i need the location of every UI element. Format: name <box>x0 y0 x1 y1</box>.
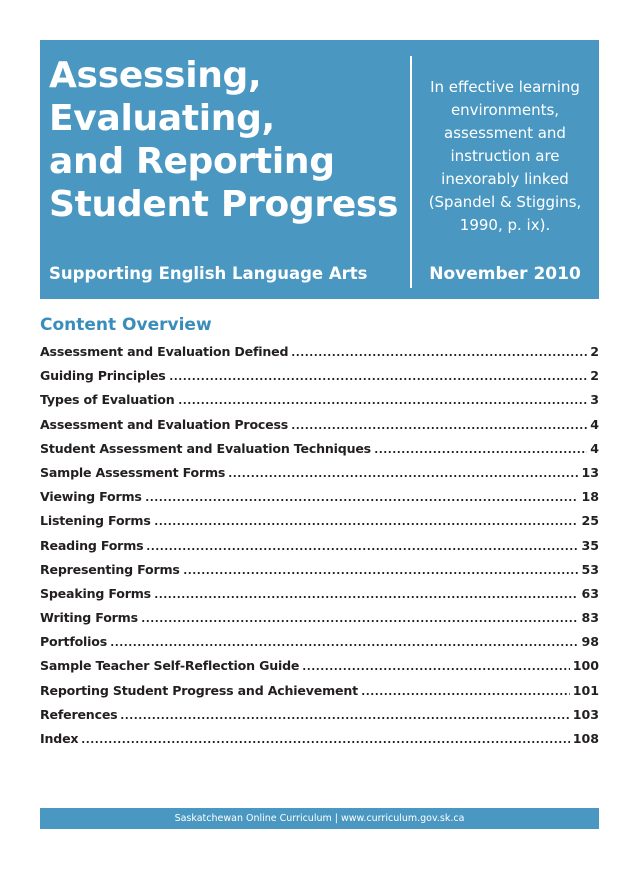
toc-entry-page: 25 <box>581 513 599 529</box>
toc-entry-label: Viewing Forms <box>40 489 142 505</box>
toc-dot-leader <box>141 620 579 622</box>
toc-dot-leader <box>361 693 570 695</box>
toc-dot-leader <box>302 668 569 670</box>
toc-dot-leader <box>110 644 578 646</box>
toc-entry <box>40 392 599 416</box>
toc-entry-label: Portfolios <box>40 634 108 650</box>
toc-entry-page: 18 <box>581 489 599 505</box>
toc-entry-label: Guiding Principles <box>40 368 166 384</box>
toc-dot-leader <box>81 741 569 743</box>
toc-dot-leader <box>228 475 578 477</box>
toc-entry <box>40 586 599 610</box>
toc-entry-page: 2 <box>590 368 599 384</box>
content-overview-heading: Content Overview <box>40 315 212 335</box>
toc-entry <box>40 441 599 465</box>
toc-entry <box>40 683 599 707</box>
toc-entry-page: 108 <box>572 731 599 746</box>
toc-dot-leader <box>146 548 578 550</box>
toc-entry-label: Assessment and Evaluation Process <box>40 416 289 432</box>
toc-entry-label: Writing Forms <box>40 610 138 626</box>
toc-entry-page: 2 <box>590 344 599 359</box>
toc-entry <box>40 610 599 634</box>
toc-entry <box>40 513 599 537</box>
toc-entry <box>40 538 599 562</box>
toc-entry-page: 13 <box>581 464 599 480</box>
title-line: Evaluating, <box>49 98 275 139</box>
toc-entry-page: 101 <box>572 682 599 698</box>
toc-entry-label: Listening Forms <box>40 513 151 529</box>
publication-date: November 2010 <box>429 264 581 284</box>
toc-entry <box>40 634 599 658</box>
toc-entry-label: Sample Assessment Forms <box>40 464 226 480</box>
toc-entry <box>40 417 599 441</box>
toc-entry <box>40 658 599 682</box>
toc-entry-page: 3 <box>590 392 599 408</box>
toc-entry <box>40 344 599 368</box>
toc-dot-leader <box>178 402 588 404</box>
toc-dot-leader <box>169 378 588 380</box>
document-title <box>49 54 404 226</box>
toc-entry <box>40 368 599 392</box>
toc-entry-page: 35 <box>581 537 599 553</box>
toc-dot-leader <box>145 499 579 501</box>
toc-entry <box>40 489 599 513</box>
toc-entry-page: 4 <box>590 416 599 432</box>
toc-entry-page: 63 <box>581 585 599 601</box>
toc-entry-label: Speaking Forms <box>40 585 151 601</box>
toc-dot-leader <box>374 451 587 453</box>
toc-entry <box>40 707 599 731</box>
banner-divider <box>410 56 412 288</box>
toc-entry <box>40 465 599 489</box>
title-banner <box>40 40 599 299</box>
toc-entry-label: Reading Forms <box>40 537 144 553</box>
toc-entry-page: 83 <box>581 610 599 626</box>
toc-entry-page: 53 <box>581 561 599 577</box>
footer-bar: Saskatchewan Online Curriculum | www.curriculum.gov.sk.ca <box>40 808 599 829</box>
title-line: and Reporting <box>49 141 335 182</box>
toc-entry-page: 4 <box>590 440 599 456</box>
table-of-contents <box>40 344 599 755</box>
toc-entry-label: Assessment and Evaluation Defined <box>40 344 289 359</box>
toc-entry-page: 103 <box>572 706 599 722</box>
toc-dot-leader <box>154 596 579 598</box>
toc-entry-label: Sample Teacher Self-Reflection Guide <box>40 658 300 674</box>
toc-entry-label: References <box>40 706 118 722</box>
title-line: Student Progress <box>49 184 399 225</box>
toc-entry <box>40 562 599 586</box>
toc-entry <box>40 731 599 755</box>
toc-dot-leader <box>291 427 587 429</box>
toc-entry-page: 98 <box>581 634 599 650</box>
banner-quote: In effective learning environments, assessment and instruction are inexorably linked (Spandel & Stiggins, 1990, p. ix). <box>428 78 582 234</box>
toc-entry-label: Reporting Student Progress and Achievement <box>40 682 358 698</box>
toc-entry-page: 100 <box>572 658 599 674</box>
toc-dot-leader <box>291 354 587 356</box>
toc-dot-leader <box>120 717 569 719</box>
title-line: Assessing, <box>49 55 262 96</box>
toc-dot-leader <box>154 523 579 525</box>
document-subtitle: Supporting English Language Arts <box>49 264 368 283</box>
toc-entry-label: Representing Forms <box>40 561 180 577</box>
toc-dot-leader <box>183 572 579 574</box>
toc-entry-label: Index <box>40 731 79 746</box>
toc-entry-label: Types of Evaluation <box>40 392 175 408</box>
toc-entry-label: Student Assessment and Evaluation Techniques <box>40 440 371 456</box>
